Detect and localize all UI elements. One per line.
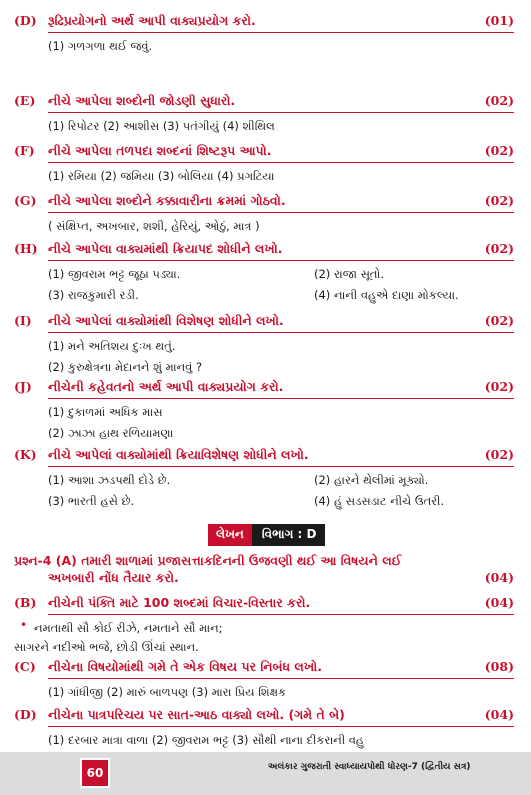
book-title: અલંકાર ગુજરાતી સ્વાધ્યાયપોથી ધોરણ-7 (દ્વિતીય સત્ર) <box>268 762 471 772</box>
answer-line: (1) રમિયા (2) જમિયા (3) બોલિયા (4) પ્રગટિયા <box>48 169 275 183</box>
answer-line: (1) ગળગળા થઈ જવું. <box>48 39 153 53</box>
question-block <box>14 12 514 72</box>
question-heading <box>14 658 514 675</box>
question-marks: (02) <box>484 193 514 208</box>
heading-underline <box>48 212 514 213</box>
question-title: નીચે આપેલાં વાક્યોમાંથી ક્રિયાવિશેષણ શોધીને લખો. <box>48 447 309 462</box>
question-title: નીચે આપેલા તળપદા શબ્દનાં શિષ્ટરૂપ આપો. <box>48 143 272 158</box>
question-label: (G) <box>14 193 37 208</box>
question-marks: (08) <box>484 659 514 674</box>
answer-line: (1) રિપોટર (2) આશીસ (3) પતંગીયું (4) શીથિલ <box>48 119 275 133</box>
question-block <box>14 594 514 654</box>
answer-line: (2) રાજા સૂતો. <box>314 267 385 281</box>
question-heading <box>14 192 514 209</box>
question-marks: (02) <box>484 241 514 256</box>
question-block <box>14 446 514 506</box>
question-block-4a <box>14 552 514 596</box>
question-label: (I) <box>14 313 32 328</box>
question-title: નીચેની કહેવતનો અર્થ આપી વાક્યપ્રયોગ કરો. <box>48 379 284 394</box>
answer-line: (1) મને અતિશય દુઃખ થતું. <box>48 339 176 353</box>
question-title-cont: અખબારી નોંધ તૈયાર કરો. <box>48 570 179 585</box>
answer-line: (1) દરબાર માત્રા વાળા (2) જીવરામ ભટ્ટ (3) સૌથી નાના દીકરાની વહુ <box>48 733 365 747</box>
question-title: નીચેની પંક્તિ માટે 100 શબ્દમાં વિચાર-વિસ્તાર કરો. <box>48 595 311 610</box>
question-title: નીચેના પાત્રપરિચય પર સાત-આઠ વાક્યો લખો. (ગમે તે બે) <box>48 707 345 722</box>
question-heading <box>14 92 514 109</box>
question-heading <box>14 142 514 159</box>
question-label: (F) <box>14 143 35 158</box>
answer-line: (4) નાની વહુએ દાણા મોકલ્યા. <box>314 288 459 302</box>
section-right-label: વિભાગ : D <box>252 524 325 546</box>
question-title: પ્રશ્ન-4 (A) તમારી શાળામાં પ્રજાસત્તાકદિનની ઉજવણી થઈ આ વિષયને લઈ <box>14 553 402 568</box>
answer-line: (4) હું સડસડાટ નીચે ઉતરી. <box>314 494 445 508</box>
question-heading <box>14 552 514 569</box>
section-left-label: લેખન <box>208 524 252 546</box>
question-heading <box>14 706 514 723</box>
heading-underline <box>48 162 514 163</box>
question-title: નીચે આપેલાં વાક્યોમાંથી વિશેષણ શોધીને લખો. <box>48 313 284 328</box>
question-label: (D) <box>14 707 37 722</box>
question-block <box>14 312 514 372</box>
answer-line: નમતાથી સૌ કોઈ રીઝે, નમતાને સૌ માન; <box>34 621 223 635</box>
answer-line: (3) ભારતી હસે છે. <box>48 494 135 508</box>
question-heading <box>14 378 514 395</box>
heading-underline <box>48 398 514 399</box>
heading-underline <box>48 678 514 679</box>
question-heading <box>14 240 514 257</box>
question-title: નીચે આપેલા શબ્દોને કક્કાવારીના ક્રમમાં ગોઠવો. <box>48 193 286 208</box>
question-marks: (04) <box>484 570 514 585</box>
question-heading <box>14 12 514 29</box>
question-heading <box>14 594 514 611</box>
heading-underline <box>48 614 514 615</box>
answer-line: (1) દુકાળમાં અધિક માસ <box>48 405 163 419</box>
question-label: (E) <box>14 93 36 108</box>
answer-line: (1) આશા ઝડપથી દોડે છે. <box>48 473 171 487</box>
answer-line: (2) હારને થેલીમાં મૂક્યો. <box>314 473 429 487</box>
heading-underline <box>48 112 514 113</box>
question-block <box>14 378 514 438</box>
bullet-icon: • <box>20 618 28 632</box>
question-marks: (02) <box>484 313 514 328</box>
question-marks: (04) <box>484 595 514 610</box>
question-label: (B) <box>14 595 37 610</box>
question-heading <box>14 569 514 586</box>
question-label: (J) <box>14 379 32 394</box>
answer-line: (3) રાજકુમારી રડી. <box>48 288 139 302</box>
answer-line: (2) ઝાઝા હાથ રળિયામણા <box>48 426 174 440</box>
heading-underline <box>48 32 514 33</box>
answer-line: (2) કુરુક્ષેત્રના મેદાનને શું માનવું ? <box>48 360 203 374</box>
heading-underline <box>48 726 514 727</box>
question-title: નીચેના વિષયોમાંથી ગમે તે એક વિષય પર નિબંધ લખો. <box>48 659 323 674</box>
question-marks: (02) <box>484 379 514 394</box>
answer-line: (1) જીવરામ ભટ્ટ જૂઠા પડ્યા. <box>48 267 181 281</box>
question-label: (K) <box>14 447 37 462</box>
question-label: (C) <box>14 659 36 674</box>
section-banner <box>208 524 325 546</box>
question-heading <box>14 446 514 463</box>
question-title: નીચે આપેલા વાક્યમાંથી ક્રિયાપદ શોધીને લખો. <box>48 241 283 256</box>
question-title: રૂઢિપ્રયોગનો અર્થ આપી વાક્યપ્રયોગ કરો. <box>48 13 256 28</box>
heading-underline <box>48 466 514 467</box>
question-marks: (02) <box>484 143 514 158</box>
heading-underline <box>48 260 514 261</box>
heading-underline <box>48 332 514 333</box>
answer-line: (1) ગાંધીજી (2) મારું બાળપણ (3) મારા પ્રિય શિક્ષક <box>48 685 287 699</box>
answer-line: સાગરને નદીઓ ભજે, છોડી ઊંચાં સ્થાન. <box>14 640 199 654</box>
question-heading <box>14 312 514 329</box>
page-number: 60 <box>80 758 110 788</box>
question-marks: (02) <box>484 447 514 462</box>
question-marks: (04) <box>484 707 514 722</box>
question-block <box>14 240 514 300</box>
answer-line: ( સંક્ષિપ્ત, અખબાર, શશી, હેરિયું, ઓઠું, માત્ર ) <box>48 219 260 233</box>
question-label: (D) <box>14 13 37 28</box>
question-marks: (02) <box>484 93 514 108</box>
question-title: નીચે આપેલા શબ્દોની જોડણી સુધારો. <box>48 93 236 108</box>
question-label: (H) <box>14 241 38 256</box>
question-marks: (01) <box>484 13 514 28</box>
